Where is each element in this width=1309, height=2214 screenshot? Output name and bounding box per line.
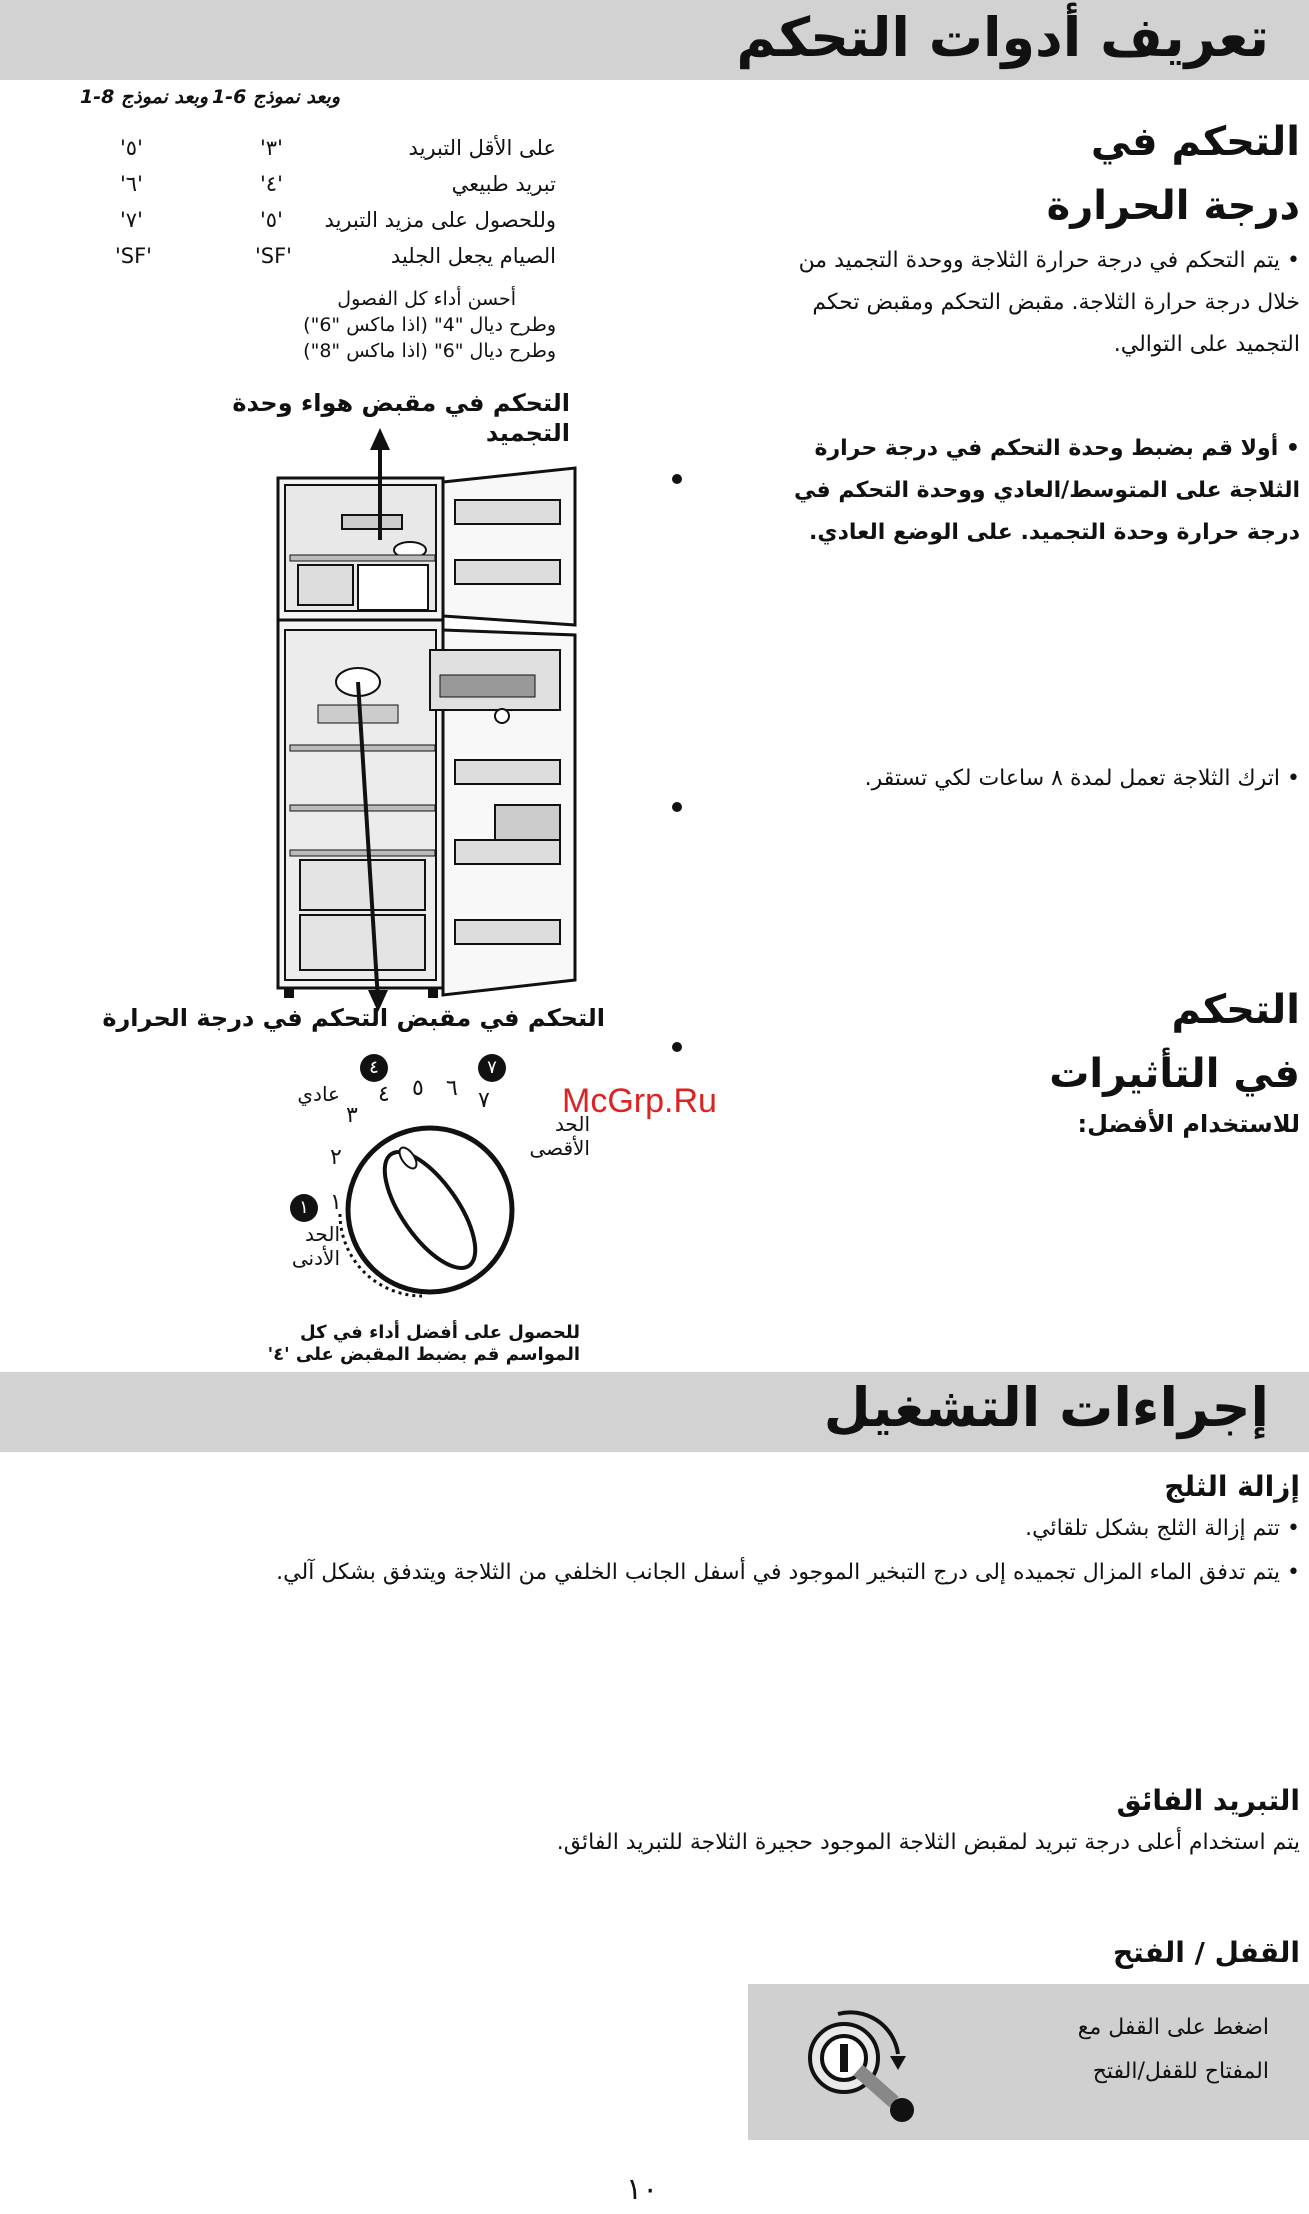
table-row — [110, 208, 556, 242]
dial-number: ٣ — [346, 1103, 358, 1128]
row-value-2: 'SF' — [115, 244, 152, 268]
lock-instruction-line: اضغط على القفل مع — [1077, 2015, 1269, 2040]
table-row — [110, 136, 556, 170]
badge-setting-7 — [478, 1054, 506, 1082]
temp-control-title — [980, 110, 1300, 238]
defrost-item: • تتم إزالة الثلج بشكل تلقائي. — [1025, 1516, 1300, 1541]
model-header-col1: وبعد نموذج 6-1 — [211, 86, 340, 108]
dial-number: ٦ — [446, 1076, 458, 1101]
dial-caption-line: المواسم قم بضبط المقبض على '٤' — [267, 1344, 580, 1365]
temp-control-title-line2: درجة الحرارة — [1046, 183, 1300, 229]
effects-title-line2: في التأثيرات — [1049, 1051, 1300, 1097]
section-title-operation: إجراءات التشغيل — [823, 1376, 1269, 1439]
row-value-2: '٧' — [120, 208, 143, 232]
dial-normal-label: عادي — [297, 1082, 340, 1106]
row-value-1: '٤' — [260, 172, 283, 196]
dial-number: ٥ — [412, 1076, 424, 1101]
table-row — [110, 172, 556, 206]
model-header-col2: وبعد نموذج 8-1 — [80, 86, 209, 108]
lock-instruction-line: المفتاح للقفل/الفتح — [1092, 2059, 1269, 2084]
dial-number: ٧ — [478, 1088, 490, 1113]
badge-setting-1 — [290, 1194, 318, 1222]
row-value-1: 'SF' — [255, 244, 292, 268]
lock-instruction-text — [949, 2006, 1269, 2094]
lock-key-icon — [798, 1994, 918, 2134]
row-value-2: '٦' — [120, 172, 143, 196]
fridge-control-label: التحكم في مقبض التحكم في درجة الحرارة — [102, 1004, 605, 1032]
header-band-operation — [0, 1372, 1309, 1452]
table-row — [110, 244, 556, 278]
defrost-title: إزالة الثلج — [1164, 1470, 1300, 1503]
lock-instruction-box — [748, 1984, 1309, 2140]
row-label: تبريد طبيعي — [451, 172, 556, 196]
dial-number: ٤ — [378, 1082, 390, 1107]
effects-subtitle: للاستخدام الأفضل: — [1077, 1110, 1300, 1138]
page-number: ١٠ — [626, 2172, 659, 2207]
temp-control-para3: • اترك الثلاجة تعمل لمدة ٨ ساعات لكي تستقر. — [864, 766, 1300, 791]
super-cool-text: يتم استخدام أعلى درجة تبريد لمقبض الثلاجة الموجود حجيرة الثلاجة للتبريد الفائق. — [556, 1830, 1300, 1855]
super-cool-title: التبريد الفائق — [1116, 1784, 1300, 1817]
header-band-top — [0, 0, 1309, 80]
row-label: على الأقل التبريد — [408, 136, 556, 160]
refrigerator-illustration — [270, 420, 590, 1020]
temp-control-title-line1: التحكم في — [1090, 119, 1300, 165]
bullet-dot — [672, 474, 682, 484]
badge-setting-1-label: ١ — [299, 1197, 309, 1218]
dial-number: ١ — [330, 1190, 342, 1215]
defrost-item: • يتم تدفق الماء المزال تجميده إلى درج التبخير الموجود في أسفل الجانب الخلفي من الثلاجة ويتدفق بشكل آلي. — [276, 1560, 1300, 1585]
badge-setting-4 — [360, 1054, 388, 1082]
dial-caption — [250, 1322, 580, 1366]
row-value-2: '٥' — [120, 136, 143, 160]
badge-setting-4-label: ٤ — [369, 1057, 379, 1078]
temp-control-para1: • يتم التحكم في درجة حرارة الثلاجة ووحدة التجميد من خلال درجة حرارة الثلاجة. مقبض التحكم ومقبض تحكم التجميد على التوالي. — [798, 248, 1300, 357]
lock-title: القفل / الفتح — [1112, 1936, 1300, 1969]
page-title: تعريف أدوات التحكم — [736, 6, 1269, 69]
freezer-control-label: التحكم في مقبض هواء وحدة التجميد — [232, 389, 570, 447]
table-note — [160, 286, 556, 364]
dial-max-label: الحد الأقصى — [529, 1112, 590, 1160]
watermark: McGrp.Ru — [562, 1082, 717, 1120]
temp-control-para2: • أولا قم بضبط وحدة التحكم في درجة حرارة الثلاجة على المتوسط/العادي ووحدة التحكم في درجة حرارة وحدة التجميد. على الوضع العادي. — [794, 436, 1300, 545]
table-note-line: أحسن أداء كل الفصول — [337, 288, 516, 310]
dial-caption-line: للحصول على أفضل أداء في كل — [300, 1322, 580, 1343]
table-note-line: وطرح ديال "6" (اذا ماكس "8") — [303, 340, 556, 362]
dial-min-label: الحد الأدنى — [291, 1222, 340, 1270]
bullet-dot — [672, 1042, 682, 1052]
row-label: وللحصول على مزيد التبريد — [324, 208, 556, 232]
row-label: الصيام يجعل الجليد — [390, 244, 556, 268]
badge-setting-7-label: ٧ — [487, 1057, 497, 1078]
row-value-1: '٣' — [260, 136, 283, 160]
effects-title — [980, 978, 1300, 1106]
row-value-1: '٥' — [260, 208, 283, 232]
table-note-line: وطرح ديال "4" (اذا ماكس "6") — [303, 314, 556, 336]
bullet-dot — [672, 802, 682, 812]
effects-title-line1: التحكم — [1171, 987, 1300, 1033]
dial-number: ٢ — [330, 1145, 342, 1170]
